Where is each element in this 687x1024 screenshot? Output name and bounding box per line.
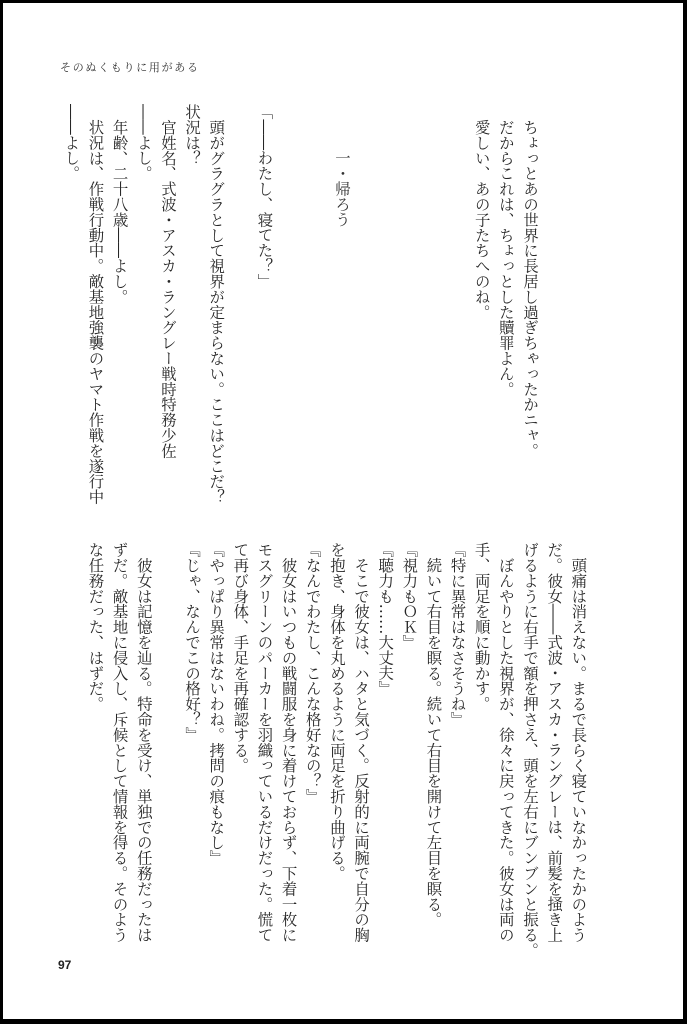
text-line: 『やっぱり異常はないわね。拷問の痕もなし』 [207, 542, 226, 866]
epigraph-line: 愛しい、あの子たちへのね。 [472, 104, 491, 320]
text-line: 『視力もＯＫ』 [400, 542, 419, 650]
text-line: 頭痛は消えない。まるで長らく寝ていなかったかのよう [569, 542, 588, 943]
blank-column [566, 104, 590, 505]
chapter-heading: 一・帰ろう [332, 150, 351, 228]
text-line: 彼女は記憶を辿る。特命を受け、単独での任務だったは [134, 542, 153, 943]
text-line: 年齢、二十八歳――よし。 [110, 104, 129, 305]
text-line: そこで彼女は、ハタと気づく。反射的に両腕で自分の胸 [352, 542, 371, 943]
text-line: 彼女はいつもの戦闘服を身に着けておらず、下着一枚に [279, 542, 298, 943]
blank-column [542, 104, 566, 505]
text-line: ぼんやりとした視界が、徐々に戻ってきた。彼女は両の [496, 542, 515, 943]
epigraph-line: だからこれは、ちょっとした贖罪よん。 [496, 104, 515, 397]
text-line: を抱き、身体を丸めるように両足を折り曲げる。 [327, 542, 346, 881]
text-line: 『特に異常はなさそうね』 [448, 542, 467, 727]
text-line: て再び身体、手足を再確認する。 [231, 542, 250, 773]
text-line: 手、両足を順に動かす。 [472, 542, 491, 712]
page-number: 97 [58, 958, 72, 972]
upper-tier [59, 104, 590, 505]
blank-column [373, 104, 397, 505]
text-line: 官姓名、式波・アスカ・ラングレー戦時特務少佐 [158, 104, 177, 459]
text-line: 『じゃ、なんでこの格好？』 [183, 542, 202, 743]
text-line: げるように右手で額を押さえ、頭を左右にブンブンと振る。 [521, 542, 540, 958]
text-line: 「――わたし、寝てた？」 [255, 104, 274, 289]
text-line: 『聴力も……大丈夫』 [376, 542, 395, 696]
text-line: ずだ。敵基地に侵入し、斥候として情報を得る。そのよう [110, 542, 129, 943]
text-line: な任務だった、はずだ。 [86, 542, 105, 712]
blank-column [445, 104, 469, 505]
blank-column [397, 104, 421, 505]
blank-column [276, 104, 300, 505]
text-line: ――よし。 [134, 104, 153, 181]
lower-tier [59, 542, 590, 958]
text-line: 状況は？ [183, 104, 202, 166]
text-line: だ。彼女――式波・アスカ・ラングレーは、前髪を掻き上 [545, 542, 564, 943]
text-line: 頭がグラグラとして視界が定まらない。ここはどこだ？ [207, 104, 226, 505]
running-title: そのぬくもりに用がある [60, 61, 200, 74]
epigraph-line: ちょっとあの世界に長居し過ぎちゃったかニャ。 [521, 104, 540, 459]
blank-column [228, 104, 252, 505]
blank-column [156, 542, 180, 943]
blank-column [421, 104, 445, 505]
blank-column [301, 104, 325, 505]
text-line: 『なんでわたし、こんな格好なの？』 [303, 542, 322, 804]
text-line: モスグリーンのパーカーを羽織っているだけだった。慌て [255, 542, 274, 943]
text-line: ――よし。 [62, 104, 81, 181]
text-line: 状況は、作戦行動中。敵基地強襲のヤマト作戦を遂行中 [86, 104, 105, 505]
text-line: 続いて右目を瞑る。続いて右目を開けて左目を瞑る。 [424, 542, 443, 927]
